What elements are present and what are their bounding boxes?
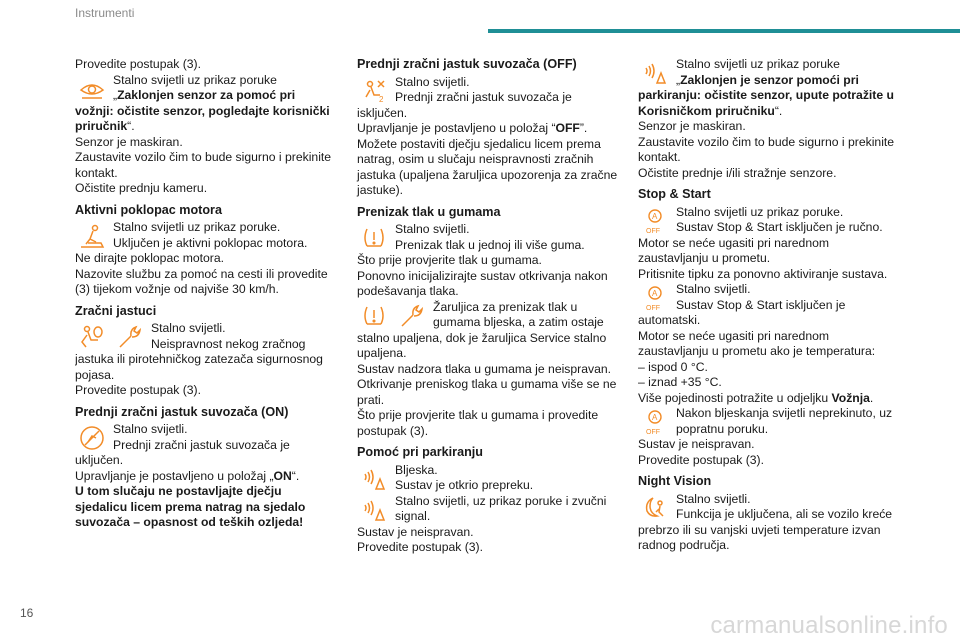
svg-text:2: 2 [379, 94, 384, 104]
stop-start-manual-off: A OFF Stalno svijetli uz prikaz poruke. Sustav Stop & Start isključen je ručno. [638, 205, 900, 236]
intro-text: Provedite postupak (3). [75, 57, 202, 71]
child-seat-warning: U tom slučaju ne postavljajte dječju sjedalicu licem prema natrag na sjedalo suvozača – opasnost od teških ozljeda! [75, 484, 306, 529]
watermark: carmanualsonline.info [710, 612, 948, 639]
column-3: Stalno svijetli uz prikaz poruke „Zaklonjen je senzor pomoći pri parkiranju: očistite senzor, upute potražite u Korisničkom priručniku“. Senzor je maskiran. Zaustavite vozilo čim to bude sigurno i prekinite kontakt. Očistite prednje i/ili stražnje senzore. Stop & Start A OFF Stalno svijetli uz prikaz poruke. Sustav Stop & Start isključen je ručno. Motor se neće ugasiti pri narednom zaustavljanju u prometu. Pritisnite tipku za ponovno aktiviranje sustava. A OFF Stalno svijetli. Sustav Stop & Start isključen je automatski. Motor se neće ugasiti pri narednom zaustavljanju u prometu ako je temperatura: – ispod 0 °C. – iznad +35 °C. Više pojedinosti potražite u odjeljku Vožnja. A OFF Nakon bljeskanja svijetli neprekinuto, uz popratnu poruku. Sustav je neispravan. Provedite postupak (3). Night Vision Stalno svijetli. Funkcija je uključena, ali se vozilo kreće prebrzo ili su vanjski uvjeti temperature izvan radnog područja. [638, 57, 900, 554]
stop-start-fault: A OFF Nakon bljeskanja svijetli neprekinuto, uz popratnu poruku. [638, 406, 900, 437]
parking-sensor-icon [357, 464, 391, 494]
parking-sensor-message: Zaklonjen je senzor pomoći pri parkiranju: očistite senzor, upute potražite u Korisničkom priručniku [638, 72, 894, 118]
night-vision-icon [638, 493, 672, 523]
header-accent-bar [488, 29, 960, 33]
camera-message: Zaklonjen senzor za pomoć pri vožnji: očistite senzor, pogledajte korisnički priručnik [75, 88, 330, 133]
bonnet-warning: Stalno svijetli uz prikaz poruke. Uključen je aktivni poklopac motora. [75, 220, 337, 251]
pedestrian-bonnet-icon [75, 221, 109, 251]
page-number: 16 [20, 606, 34, 620]
camera-warning: Stalno svijetli uz prikaz poruke „Zaklonjen senzor za pomoć pri vožnji: očistite senzor, pogledajte korisnički priručnik“. [75, 72, 330, 133]
section-title-bonnet: Aktivni poklopac motora [75, 202, 222, 217]
passenger-airbag-on-warning: Stalno svijetli. Prednji zračni jastuk suvozača je uključen. [75, 422, 290, 467]
section-title-parking-assist: Pomoć pri parkiranju [357, 445, 483, 459]
section-title-passenger-on: Prednji zračni jastuk suvozača (ON) [75, 404, 289, 419]
parking-fault-info: Stalno svijetli, uz prikaz poruke i zvučni signal. [357, 494, 619, 525]
service-wrench-icon [395, 301, 429, 331]
stop-start-off-icon [638, 206, 672, 236]
tyre-pressure-warning: Stalno svijetli. Prenizak tlak u jednoj ili više guma. [357, 222, 619, 253]
passenger-airbag-off-warning: 2 Stalno svijetli. Prednji zračni jastuk suvozača je isključen. [357, 74, 572, 120]
column-1: Provedite postupak (3). Stalno svijetli uz prikaz poruke „Zaklonjen senzor za pomoć pri vožnji: očistite senzor, pogledajte korisnički priručnik“. Senzor je maskiran. Zaustavite vozilo čim to bude sigurno i prekinite kontakt. Očistite prednju kameru. Aktivni poklopac motora Stalno svijetli uz prikaz poruke. Uključen je aktivni poklopac motora. Ne dirajte poklopac motora. Nazovite službu za pomoć na cesti ili provedite (3) tijekom vožnje od najviše 30 km/h. Zračni jastuci Stalno svijetli. Neispravnost nekog zračnog jastuka ili pirotehničkog zatezača sigurnosnog pojasa. Provedite postupak (3). Prednji zračni jastuk suvozača (ON) Stalno svijetli. Prednji zračni jastuk suvozača je uključen. Upravljanje je postavljeno u položaj „ON“. U tom slučaju ne postavljajte dječju sjedalicu licem prema natrag na sjedalo suvozača – opasnost od teških ozljeda! [75, 57, 337, 531]
passenger-airbag-on-icon [75, 423, 109, 453]
section-title-tyre-pressure: Prenizak tlak u gumama [357, 204, 501, 219]
svg-text:A: A [652, 289, 658, 298]
tyre-system-fault-warning: Žaruljica za prenizak tlak u gumama bljeska, a zatim ostaje stalno upaljena, dok je žaruljica Service stalno upaljena. [357, 299, 607, 360]
section-title-airbags: Zračni jastuci [75, 303, 157, 318]
svg-text:A: A [652, 211, 658, 221]
night-vision-info: Stalno svijetli. Funkcija je uključena, ali se vozilo kreće prebrzo ili su vanjski uvjeti temperature izvan radnog područja. [638, 491, 893, 552]
service-wrench-icon [113, 322, 147, 352]
tyre-pressure-icon [357, 301, 391, 331]
svg-text:A: A [652, 413, 658, 422]
stop-start-off-icon [638, 407, 672, 437]
svg-text:OFF: OFF [646, 305, 660, 312]
parking-sensor-masked-warning: Stalno svijetli uz prikaz poruke „Zaklonjen je senzor pomoći pri parkiranju: očistite senzor, upute potražite u Korisničkom priručniku“. [638, 57, 894, 118]
section-title-stop-start: Stop & Start [638, 187, 711, 201]
svg-text:OFF: OFF [646, 227, 660, 235]
tyre-pressure-icon [357, 223, 391, 253]
parking-sensor-icon [357, 495, 391, 525]
column-2: Prednji zračni jastuk suvozača (OFF) 2 Stalno svijetli. Prednji zračni jastuk suvozača je isključen. Upravljanje je postavljeno u položaj “OFF”. Možete postaviti dječju sjedalicu licem prema natrag, osim u slučaju neispravnosti zračnih jastuka (upaljena žaruljica upozorenja za zračne jastuke). Prenizak tlak u gumama Stalno svijetli. Prenizak tlak u jednoj ili više guma. Što prije provjerite tlak u gumama. Ponovno inicijalizirajte sustav otkrivanja nakon podešavanja tlaka. Žaruljica za prenizak tlak u gumama bljeska, a zatim ostaje stalno upaljena, dok je žaruljica Service stalno upaljena. Sustav nadzora tlaka u gumama je neispravan. Otkrivanje preniskog tlaka u gumama više se ne prati. Što prije provjerite tlak u gumama i provedite postupak (3). Pomoć pri parkiranju Bljeska. Sustav je otkrio prepreku. Stalno svijetli, uz prikaz poruke i zvučni signal. Sustav je neispravan. Provedite postupak (3). [357, 57, 618, 554]
stop-start-off-icon [638, 283, 672, 313]
svg-text:OFF: OFF [646, 429, 660, 436]
passenger-airbag-off-icon [357, 76, 391, 106]
section-title-night-vision: Night Vision [638, 474, 712, 488]
section-title-passenger-off: Prednji zračni jastuk suvozača (OFF) [357, 57, 577, 71]
parking-obstacle-info: Bljeska. Sustav je otkrio prepreku. [357, 463, 619, 494]
parking-sensor-icon [638, 58, 672, 88]
airbag-icon [75, 322, 109, 352]
stop-start-auto-off: A OFF Stalno svijetli. Sustav Stop & Start isključen je automatski. [638, 282, 846, 327]
airbag-warning: Stalno svijetli. Neispravnost nekog zračnog jastuka ili pirotehničkog zatezača sigurnosnog pojasa. [75, 321, 323, 382]
header-title: Instrumenti [75, 6, 135, 20]
camera-masked-icon [75, 74, 109, 104]
